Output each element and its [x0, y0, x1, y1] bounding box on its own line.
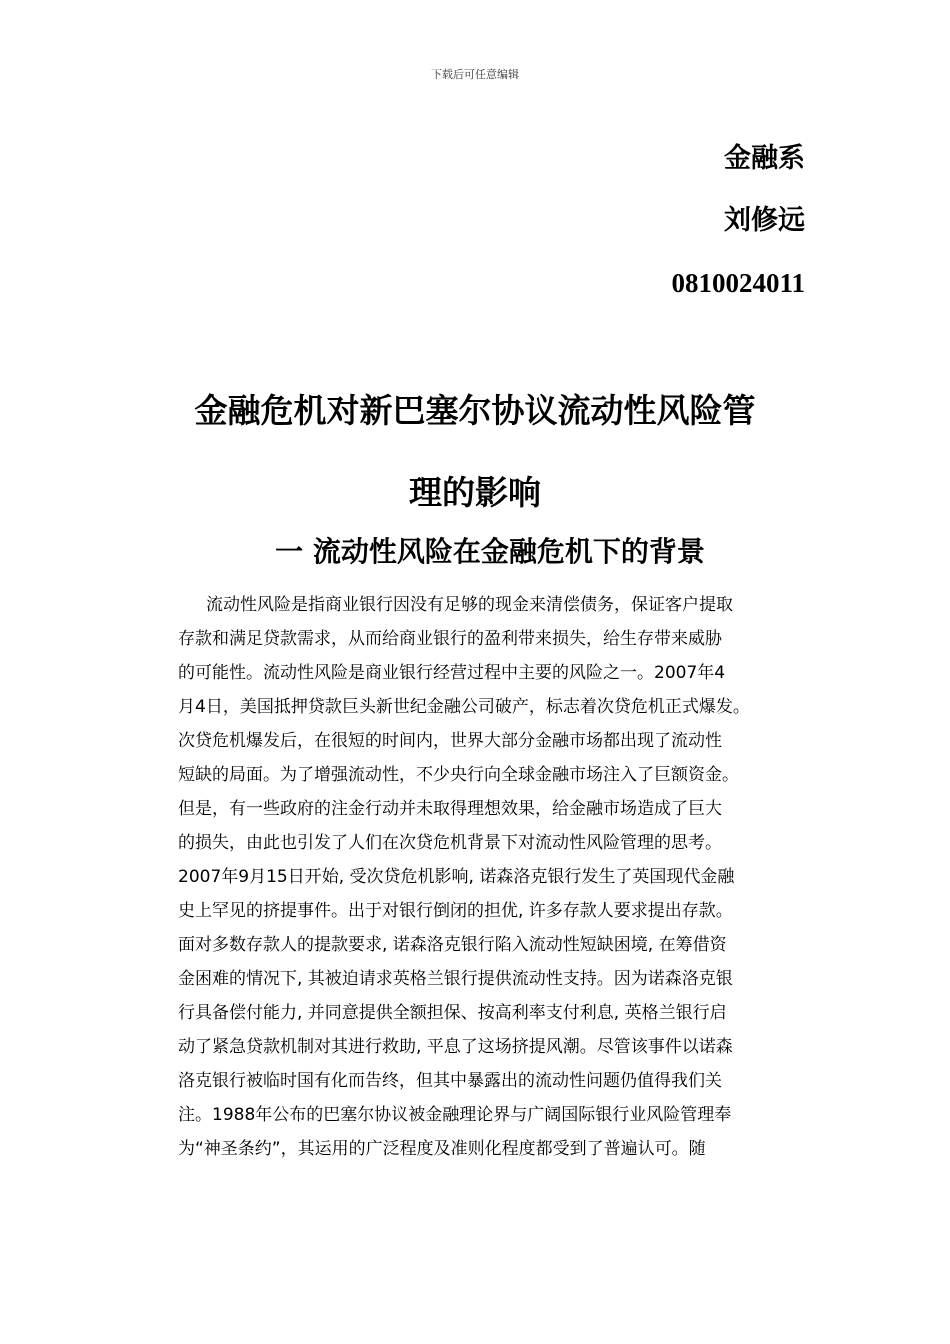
body-line: 注。1988年公布的巴塞尔协议被金融理论界与广阔国际银行业风险管理奉: [178, 1105, 732, 1125]
author-department: 金融系: [724, 143, 805, 174]
body-line: 的损失，由此也引发了人们在次贷危机背景下对流动性风险管理的思考。: [178, 833, 722, 853]
body-line: 金困难的情况下, 其被迫请求英格兰银行提供流动性支持。因为诺森洛克银: [178, 969, 733, 989]
body-line: 为“神圣条约”，其运用的广泛程度及准则化程度都受到了普遍认可。随: [178, 1139, 706, 1159]
header-note: 下载后可任意编辑: [431, 68, 519, 81]
body-line: 的可能性。流动性风险是商业银行经营过程中主要的风险之一。2007年4: [178, 663, 726, 683]
body-line: 存款和满足贷款需求，从而给商业银行的盈利带来损失，给生存带来威胁: [178, 629, 722, 649]
title-line-2: 理的影响: [409, 473, 541, 512]
body-line: 但是，有一些政府的注金行动并未取得理想效果，给金融市场造成了巨大: [178, 799, 722, 819]
body-line: 2007年9月15日开始, 受次贷危机影响, 诺森洛克银行发生了英国现代金融: [178, 867, 735, 887]
title-line-1: 金融危机对新巴塞尔协议流动性风险管: [194, 391, 756, 430]
body-line: 动了紧急贷款机制对其进行救助, 平息了这场挤提风潮。尽管该事件以诺森: [178, 1037, 733, 1057]
body-paragraph: [178, 588, 818, 1166]
body-line: 月4日，美国抵押贷款巨头新世纪金融公司破产，标志着次贷危机正式爆发。: [178, 697, 750, 717]
body-line: 短缺的局面。为了增强流动性，不少央行向全球金融市场注入了巨额资金。: [178, 765, 739, 785]
author-name: 刘修远: [724, 205, 805, 236]
body-line: 史上罕见的挤提事件。出于对银行倒闭的担优, 许多存款人要求提出存款。: [178, 901, 733, 921]
author-block: [671, 128, 805, 314]
document-title: [0, 380, 950, 544]
body-line: 流动性风险是指商业银行因没有足够的现金来清偿债务，保证客户提取: [206, 595, 733, 615]
body-line: 面对多数存款人的提款要求, 诺森洛克银行陷入流动性短缺困境, 在筹借资: [178, 935, 727, 955]
author-student-id: 0810024011: [671, 268, 805, 298]
body-line: 洛克银行被临时国有化而告终，但其中暴露出的流动性问题仍值得我们关: [178, 1071, 722, 1091]
body-line: 次贷危机爆发后，在很短的时间内，世界大部分金融市场都出现了流动性: [178, 731, 722, 751]
section-heading: 一 流动性风险在金融危机下的背景: [275, 535, 705, 568]
body-line: 行具备偿付能力, 并同意提供全额担保、按高利率支付利息, 英格兰银行启: [178, 1003, 727, 1023]
